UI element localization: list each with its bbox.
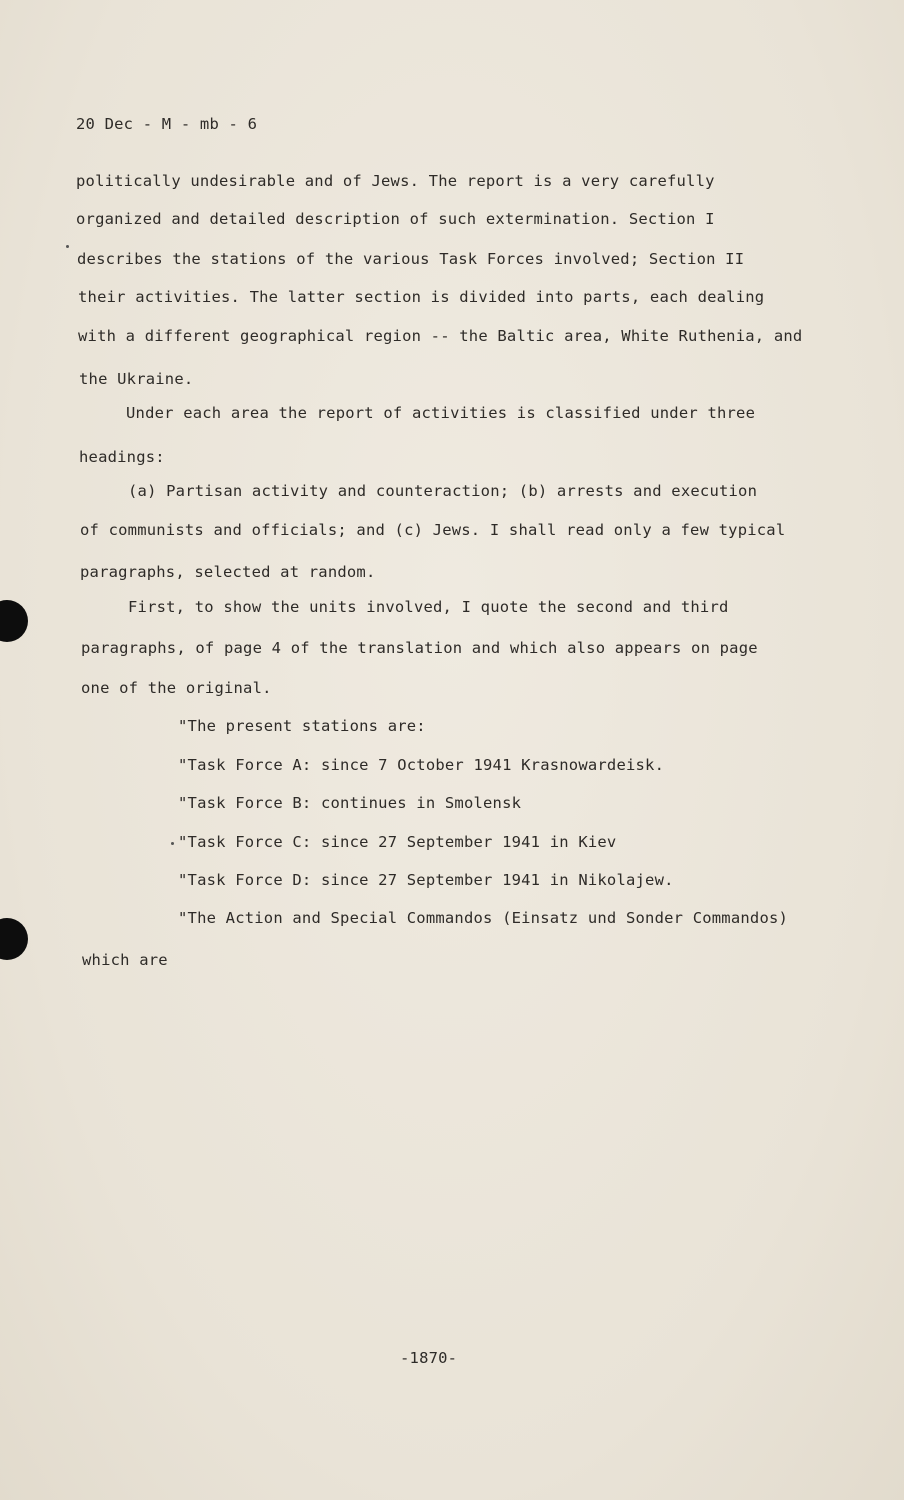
text-line: "The present stations are: [178,717,426,735]
page-header: 20 Dec - M - mb - 6 [76,115,258,133]
text-line: "Task Force B: continues in Smolensk [178,794,522,812]
text-line: the Ukraine. [79,370,194,388]
stray-mark [171,842,174,845]
text-line: (a) Partisan activity and counteraction; (b) arrests and execution [128,482,758,500]
text-line: headings: [79,448,165,466]
text-line: First, to show the units involved, I quote the second and third [128,598,729,616]
text-line: "Task Force C: since 27 September 1941 in Kiev [178,833,617,851]
punch-hole [0,918,28,960]
text-line: politically undesirable and of Jews. The report is a very carefully [76,172,715,190]
text-line: describes the stations of the various Task Forces involved; Section II [77,250,745,268]
text-line: one of the original. [81,679,272,697]
page-number: -1870- [400,1349,458,1367]
text-line: Under each area the report of activities is classified under three [126,404,756,422]
text-line: organized and detailed description of such extermination. Section I [76,210,715,228]
text-line: "Task Force A: since 7 October 1941 Krasnowardeisk. [178,756,665,774]
punch-hole [0,600,28,642]
text-line: of communists and officials; and (c) Jews. I shall read only a few typical [80,521,786,539]
text-line: paragraphs, of page 4 of the translation and which also appears on page [81,639,758,657]
text-line: paragraphs, selected at random. [80,563,376,581]
text-line: their activities. The latter section is divided into parts, each dealing [78,288,765,306]
text-line: "The Action and Special Commandos (Einsatz und Sonder Commandos) [178,909,789,927]
text-line: "Task Force D: since 27 September 1941 in Nikolajew. [178,871,674,889]
text-line: with a different geographical region -- the Baltic area, White Ruthenia, and [78,327,803,345]
text-line: which are [82,951,168,969]
stray-mark [66,245,69,248]
